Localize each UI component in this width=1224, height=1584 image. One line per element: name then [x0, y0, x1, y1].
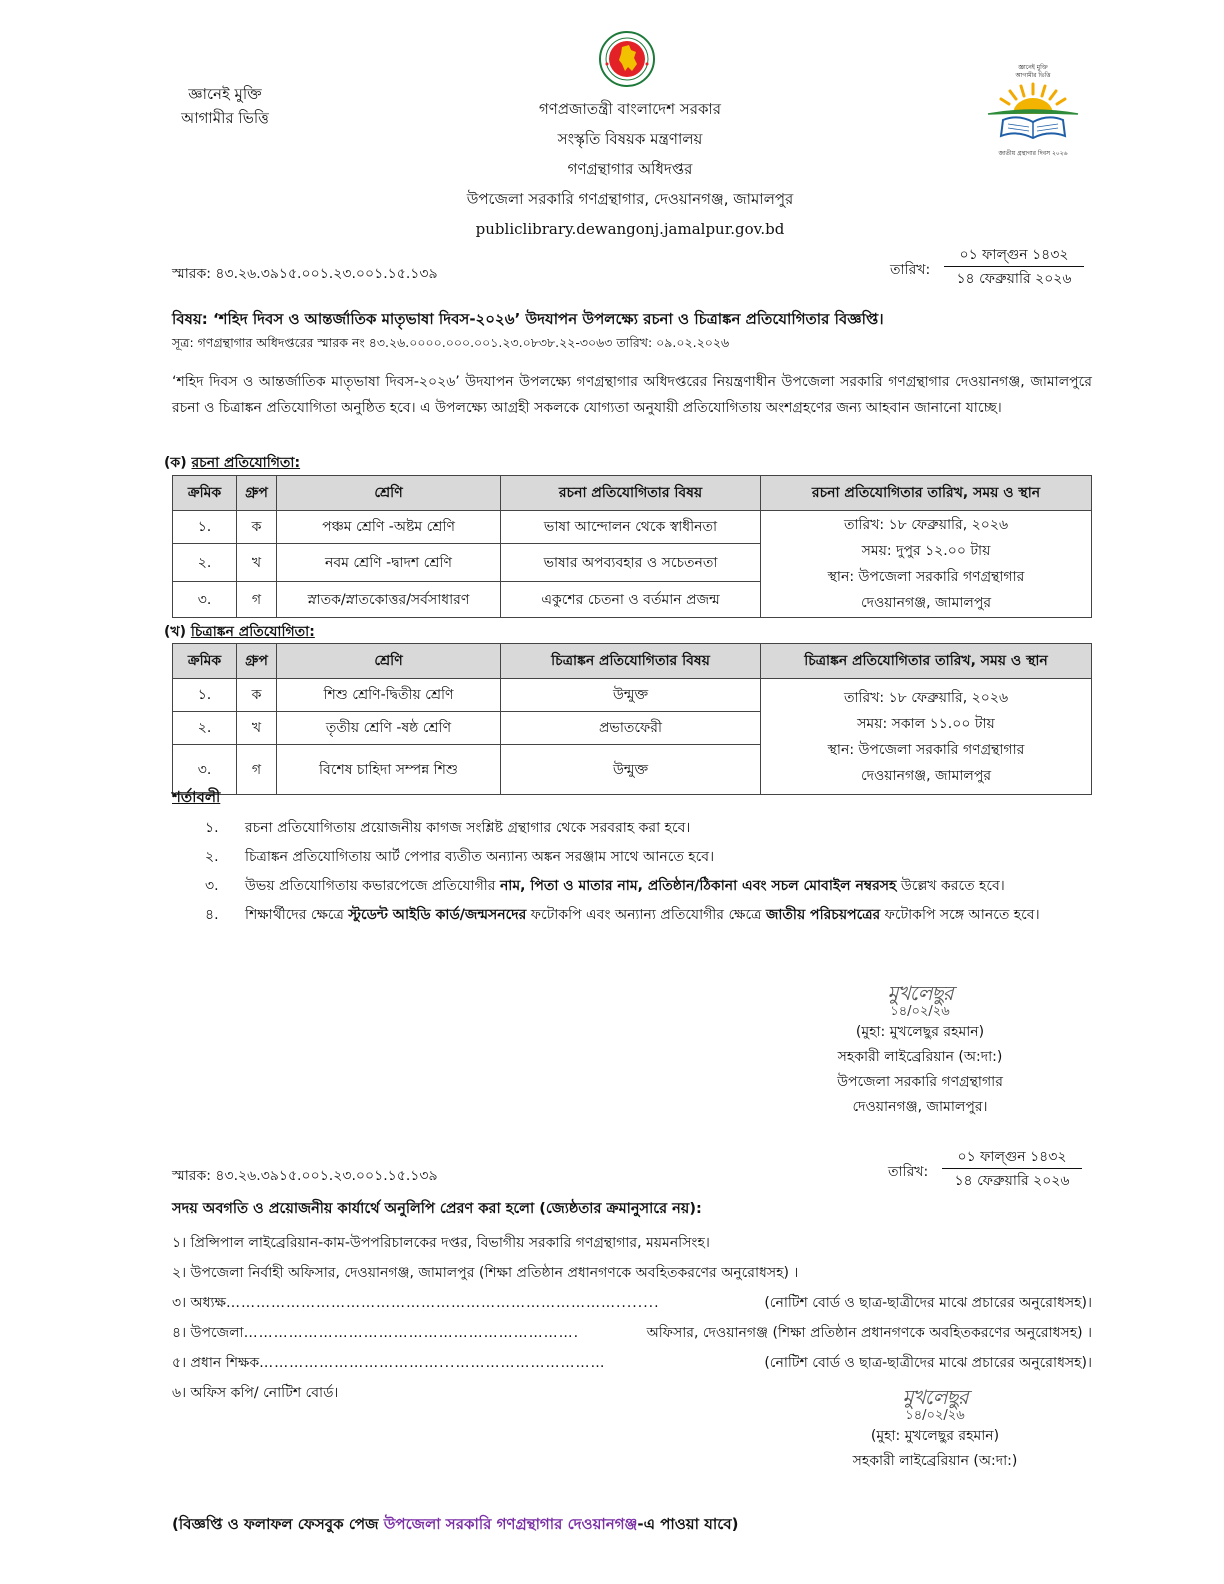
motto: [160, 82, 290, 130]
term-item: [205, 843, 1095, 872]
copy-recipient: [172, 1348, 1092, 1378]
recipient-text: ১। প্রিন্সিপাল লাইব্রেরিয়ান-কাম-উপপরিচালকের দপ্তর, বিভাগীয় সরকারি গণগ্রন্থাগার, ময়মনসিংহ।: [172, 1235, 710, 1251]
blank-fill-dots: ………………………………...…………………………: [259, 1355, 606, 1371]
cell-topic: উন্মুক্ত: [501, 745, 761, 795]
signature-block: [800, 982, 1040, 1120]
essay-table: [172, 475, 1092, 618]
organization-header: [400, 94, 860, 244]
venue-location: দেওয়ানগঞ্জ, জামালপুর: [860, 595, 992, 611]
copy-recipient: [172, 1228, 1092, 1258]
cell-topic: ভাষা আন্দোলন থেকে স্বাধীনতা: [501, 511, 761, 544]
signature-block-2: [820, 1386, 1050, 1474]
term-text: [245, 901, 1095, 930]
cell-class: পঞ্চম শ্রেণি -অষ্টম শ্রেণি: [277, 511, 501, 544]
venue-place: স্থান: উপজেলা সরকারি গণগ্রন্থাগার: [827, 741, 1025, 758]
copy-recipient: [172, 1318, 1092, 1348]
date-label: তারিখ:: [888, 1164, 929, 1180]
cell-class: নবম শ্রেণি -দ্বাদশ শ্রেণি: [277, 544, 501, 582]
cell-venue: [761, 511, 1092, 618]
col-header-class: শ্রেণি: [277, 476, 501, 511]
term-fragment: উল্লেখ করতে হবে।: [896, 878, 1005, 894]
col-header-venue: রচনা প্রতিযোগিতার তারিখ, সময় ও স্থান: [761, 476, 1092, 511]
copies-list: [172, 1228, 1092, 1408]
cell-group: খ: [237, 544, 277, 582]
government-emblem: [598, 30, 656, 88]
term-number: ৩.: [205, 878, 219, 894]
cell-serial: ১.: [173, 679, 237, 712]
footer-prefix: (বিজ্ঞপ্তি ও ফলাফল ফেসবুক পেজ: [172, 1515, 384, 1533]
body-paragraph: ‘শহিদ দিবস ও আন্তর্জাতিক মাতৃভাষা দিবস-২০২৬’ উদযাপন উপলক্ষ্যে গণগ্রন্থাগার অধিদপ্তরের নিয়ন্ত্রণাধীন উপজেলা সরকারি গণগ্রন্থাগার দেওয়ানগঞ্জ, জামালপুরে রচনা ও চিত্রাঙ্কন প্রতিযোগিতা অনুষ্ঠিত হবে। এ উপলক্ষ্যে আগ্রহী সকলকে যোগ্যতা অনুযায়ী প্রতিযোগিতায় অংশগ্রহণের জন্য আহবান জানানো যাচ্ছে।: [172, 374, 1092, 416]
signer-name: (মুহা: মুখলেছুর রহমান): [855, 1024, 985, 1040]
recipient-text: ২। উপজেলা নির্বাহী অফিসার, দেওয়ানগঞ্জ, জামালপুর (শিক্ষা প্রতিষ্ঠান প্রধানগণকে অবহিতকরণের অনুরোধসহ) ।: [172, 1265, 799, 1281]
venue-time: সময়: দুপুর ১২.০০ টায়: [861, 543, 991, 559]
venue-date: তারিখ: ১৮ ফেব্রুয়ারি, ২০২৬: [843, 689, 1009, 706]
cell-group: খ: [237, 712, 277, 745]
website-link[interactable]: publiclibrary.dewangonj.jamalpur.gov.bd: [475, 220, 785, 238]
signature-scrawl: মুখলেছুর: [902, 1385, 968, 1409]
term-number: ৪.: [205, 907, 219, 923]
essay-header-row: [173, 476, 1092, 511]
memo-number-2: স্মারক: ৪৩.২৬.৩৯১৫.০০১.২৩.০০১.১৫.১৩৯: [172, 1168, 438, 1184]
library-day-logo: [983, 64, 1083, 164]
recipient-note: অফিসার, দেওয়ানগঞ্জ (শিক্ষা প্রতিষ্ঠান প্রধানগণকে অবহিতকরণের অনুরোধসহ) ।: [646, 1325, 1092, 1341]
venue-location: দেওয়ানগঞ্জ, জামালপুর: [860, 767, 992, 784]
signer-name: (মুহা: মুখলেছুর রহমান): [870, 1428, 1000, 1444]
col-header-serial: ক্রমিক: [173, 644, 237, 679]
table-row: [173, 679, 1092, 712]
date-bangla: ০১ ফাল্গুন ১৪৩২: [942, 1146, 1082, 1169]
recipient-text: ৬। অফিস কপি/ নোটিশ বোর্ড।: [172, 1385, 339, 1401]
logo-motto-1: জ্ঞানেই মুক্তি: [1018, 64, 1048, 71]
terms-list: [205, 814, 1095, 930]
org-line-govt: গণপ্রজাতন্ত্রী বাংলাদেশ সরকার: [538, 100, 722, 118]
footer-note: [172, 1513, 738, 1538]
term-item: [205, 814, 1095, 843]
recipient-text: ৩। অধ্যক্ষ: [172, 1295, 226, 1311]
signer-location: দেওয়ানগঞ্জ, জামালপুর।: [852, 1099, 988, 1115]
cell-serial: ১.: [173, 511, 237, 544]
copies-heading: সদয় অবগতি ও প্রয়োজনীয় কার্যার্থে অনুলিপি প্রেরণ করা হলো (জ্যেষ্ঠতার ক্রমানুসারে নয়):: [172, 1201, 702, 1217]
term-fragment: উভয় প্রতিযোগিতায় কভারপেজে প্রতিযোগীর: [245, 878, 500, 894]
term-emphasis: স্টুডেন্ট আইডি কার্ড/জন্মসনদের: [348, 907, 527, 923]
drawing-table: [172, 643, 1092, 795]
subject-line: বিষয়: ‘শহিদ দিবস ও আন্তর্জাতিক মাতৃভাষা দিবস-২০২৬’ উদযাপন উপলক্ষ্যে রচনা ও চিত্রাঙ্কন প্রতিযোগিতার বিজ্ঞপ্তি।: [172, 310, 884, 328]
motto-line-2: আগামীর ভিত্তি: [181, 109, 269, 127]
col-header-venue: চিত্রাঙ্কন প্রতিযোগিতার তারিখ, সময় ও স্থান: [761, 644, 1092, 679]
blank-fill-dots: ……………………………………………………………………........: [225, 1295, 660, 1311]
venue-place: স্থান: উপজেলা সরকারি গণগ্রন্থাগার: [827, 569, 1025, 585]
cell-group: গ: [237, 745, 277, 795]
col-header-group: গ্রুপ: [237, 644, 277, 679]
date-label: তারিখ:: [890, 262, 931, 278]
date-english: ১৪ ফেব্রুয়ারি ২০২৬: [954, 1173, 1070, 1189]
cell-group: ক: [237, 511, 277, 544]
motto-line-1: জ্ঞানেই মুক্তি: [188, 85, 262, 103]
term-fragment: চিত্রাঙ্কন প্রতিযোগিতায় আর্ট পেপার ব্যতীত অন্যান্য অঙ্কন সরঞ্জাম সাথে আনতে হবে।: [245, 849, 715, 865]
terms-heading: শর্তাবলী: [172, 788, 221, 806]
col-header-topic: রচনা প্রতিযোগিতার বিষয়: [501, 476, 761, 511]
cell-serial: ৩.: [173, 582, 237, 618]
cell-group: ক: [237, 679, 277, 712]
drawing-section-title: [164, 620, 315, 644]
term-emphasis: নাম, পিতা ও মাতার নাম, প্রতিষ্ঠান/ঠিকানা এবং সচল মোবাইল নম্বরসহ: [499, 878, 897, 894]
term-fragment: শিক্ষার্থীদের ক্ষেত্রে: [245, 907, 349, 923]
memo-date: [890, 244, 1090, 292]
essay-title: রচনা প্রতিযোগিতা:: [191, 455, 301, 471]
org-line-department: গণগ্রন্থাগার অধিদপ্তর: [567, 160, 693, 178]
drawing-header-row: [173, 644, 1092, 679]
term-number: ২.: [205, 849, 219, 865]
drawing-prefix: (খ): [164, 624, 186, 640]
logo-motto-2: আগামীর ভিত্তি: [1015, 72, 1051, 79]
org-line-office: উপজেলা সরকারি গণগ্রন্থাগার, দেওয়ানগঞ্জ, জামালপুর: [466, 190, 794, 208]
signature-date: ১৪/০২/২৬: [890, 1004, 950, 1019]
copy-recipient: [172, 1288, 1092, 1318]
cell-topic: প্রভাতফেরী: [501, 712, 761, 745]
facebook-page-link[interactable]: উপজেলা সরকারি গণগ্রন্থাগার দেওয়ানগঞ্জ: [383, 1515, 638, 1533]
cell-group: গ: [237, 582, 277, 618]
essay-section-title: [164, 451, 300, 475]
date-english: ১৪ ফেব্রুয়ারি ২০২৬: [956, 271, 1072, 287]
sun-book-icon: [983, 80, 1083, 146]
cell-serial: ৩.: [173, 745, 237, 795]
date-bangla: ০১ ফাল্গুন ১৪৩২: [944, 244, 1084, 267]
memo-number: স্মারক: ৪৩.২৬.৩৯১৫.০০১.২৩.০০১.১৫.১৩৯: [172, 266, 438, 282]
cell-topic: একুশের চেতনা ও বর্তমান প্রজন্ম: [501, 582, 761, 618]
table-row: [173, 511, 1092, 544]
copy-recipient: [172, 1258, 1092, 1288]
cell-class: তৃতীয় শ্রেণি -ষষ্ঠ শ্রেণি: [277, 712, 501, 745]
recipient-text: ৪। উপজেলা: [172, 1325, 244, 1341]
memo-date-2: [888, 1146, 1088, 1194]
logo-caption: জাতীয় গ্রন্থাগার দিবস ২০২৬: [998, 150, 1068, 157]
term-emphasis: জাতীয় পরিচয়পত্রের: [765, 907, 881, 923]
term-fragment: ফটোকপি সঙ্গে আনতে হবে।: [880, 907, 1040, 923]
org-line-ministry: সংস্কৃতি বিষয়ক মন্ত্রণালয়: [557, 130, 703, 148]
cell-class: বিশেষ চাহিদা সম্পন্ন শিশু: [277, 745, 501, 795]
recipient-note: (নোটিশ বোর্ড ও ছাত্র-ছাত্রীদের মাঝে প্রচারের অনুরোধসহ)।: [764, 1355, 1092, 1371]
signer-office: উপজেলা সরকারি গণগ্রন্থাগার: [837, 1074, 1003, 1090]
cell-serial: ২.: [173, 712, 237, 745]
cell-class: স্নাতক/স্নাতকোত্তর/সর্বসাধারণ: [277, 582, 501, 618]
signer-designation: সহকারী লাইব্রেরিয়ান (অ:দা:): [837, 1049, 1003, 1065]
essay-prefix: (ক): [164, 455, 187, 471]
cell-topic: উন্মুক্ত: [501, 679, 761, 712]
col-header-topic: চিত্রাঙ্কন প্রতিযোগিতার বিষয়: [501, 644, 761, 679]
col-header-class: শ্রেণি: [277, 644, 501, 679]
signature-date: ১৪/০২/২৬: [905, 1408, 965, 1423]
term-text: [245, 843, 1095, 872]
cell-venue: [761, 679, 1092, 795]
signature-scrawl: মুখলেছুর: [887, 981, 953, 1005]
recipient-text: ৫। প্রধান শিক্ষক: [172, 1355, 260, 1371]
reference-line: সূত্র: গণগ্রন্থাগার অধিদপ্তরের স্মারক নং ৪৩.২৬.০০০০.০০০.০০১.২৩.০৮৩৮.২২-৩০৬৩ তারিখ: ০৯.০২.২০২৬: [172, 335, 730, 350]
col-header-group: গ্রুপ: [237, 476, 277, 511]
term-text: [245, 872, 1095, 901]
cell-serial: ২.: [173, 544, 237, 582]
recipient-note: (নোটিশ বোর্ড ও ছাত্র-ছাত্রীদের মাঝে প্রচারের অনুরোধসহ)।: [764, 1295, 1092, 1311]
col-header-serial: ক্রমিক: [173, 476, 237, 511]
government-emblem-icon: [598, 30, 656, 88]
term-fragment: রচনা প্রতিযোগিতায় প্রয়োজনীয় কাগজ সংশ্লিষ্ট গ্রন্থাগার থেকে সরবরাহ করা হবে।: [245, 820, 691, 836]
venue-time: সময়: সকাল ১১.০০ টায়: [857, 715, 995, 732]
term-number: ১.: [205, 820, 219, 836]
term-item: [205, 872, 1095, 901]
cell-class: শিশু শ্রেণি-দ্বিতীয় শ্রেণি: [277, 679, 501, 712]
blank-fill-dots: ………………………………………………………….: [243, 1325, 580, 1341]
venue-date: তারিখ: ১৮ ফেব্রুয়ারি, ২০২৬: [843, 517, 1009, 533]
drawing-title: চিত্রাঙ্কন প্রতিযোগিতা:: [190, 624, 315, 640]
term-text: [245, 814, 1095, 843]
footer-suffix: -এ পাওয়া যাবে): [637, 1515, 739, 1533]
term-fragment: ফটোকপি এবং অন্যান্য প্রতিযোগীর ক্ষেত্রে: [526, 907, 766, 923]
signer-designation: সহকারী লাইব্রেরিয়ান (অ:দা:): [852, 1453, 1018, 1469]
term-item: [205, 901, 1095, 930]
cell-topic: ভাষার অপব্যবহার ও সচেতনতা: [501, 544, 761, 582]
